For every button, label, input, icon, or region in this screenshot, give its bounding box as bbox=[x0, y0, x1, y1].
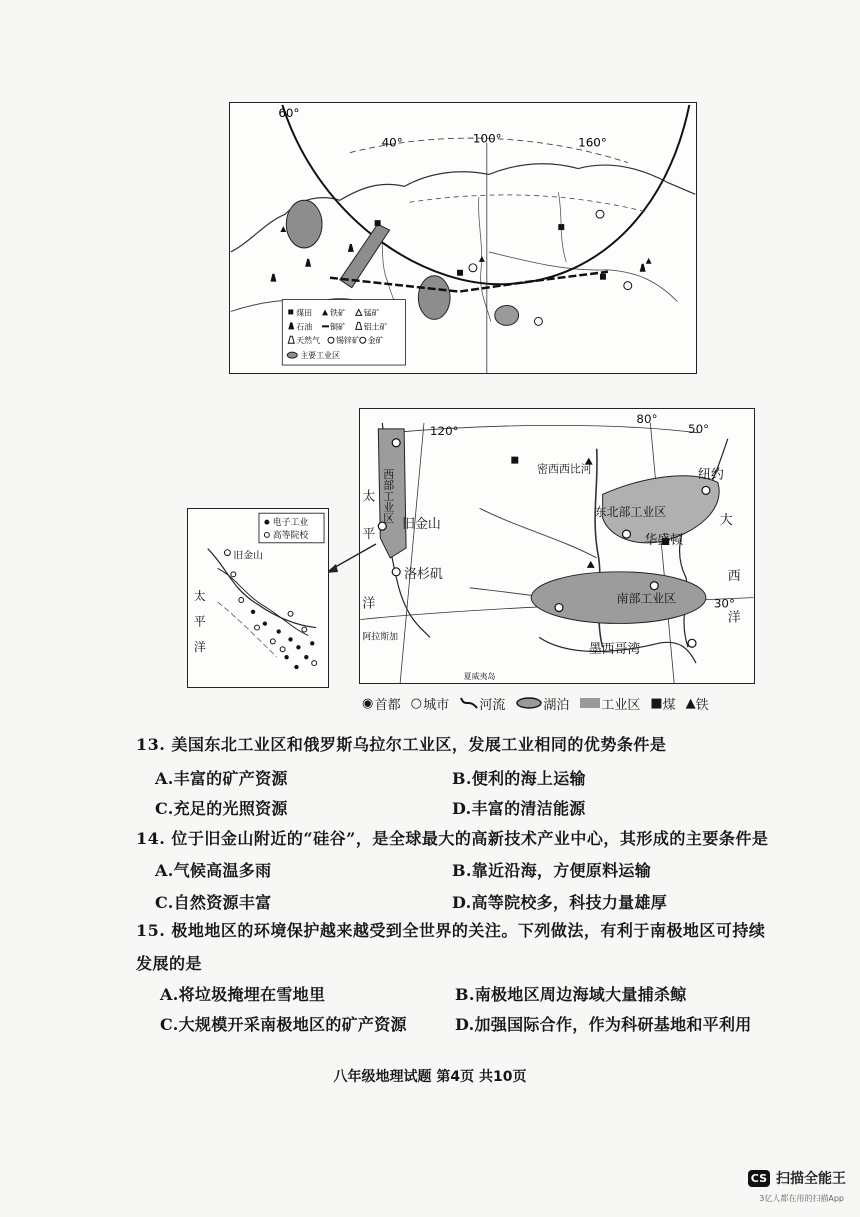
inset-arrow bbox=[320, 540, 380, 580]
iron-icon bbox=[280, 226, 286, 232]
city-label: 纽约 bbox=[697, 467, 724, 483]
silicon-valley-inset bbox=[187, 508, 329, 688]
siberia-industry-area bbox=[418, 276, 450, 320]
svg-text:煤田: 煤田 bbox=[296, 308, 313, 318]
svg-text:电子工业: 电子工业 bbox=[272, 518, 309, 529]
city-label: 旧金山 bbox=[402, 517, 441, 533]
svg-text:石油: 石油 bbox=[296, 322, 313, 332]
svg-text:天然气: 天然气 bbox=[296, 336, 321, 346]
ocean-label: 平 bbox=[193, 614, 206, 629]
russia-map-legend bbox=[282, 300, 405, 366]
iron-icon bbox=[587, 561, 595, 568]
question-15-option-c[interactable]: C.大规模开采南极地区的矿产资源 bbox=[160, 1015, 407, 1034]
city-icon bbox=[702, 486, 710, 494]
ural-industry-area bbox=[286, 200, 322, 248]
city-icon bbox=[650, 582, 658, 590]
inset-label: 夏威夷岛 bbox=[463, 672, 496, 682]
meridian-label: 80° bbox=[636, 411, 658, 426]
meridian-label: 120° bbox=[429, 423, 459, 438]
coal-icon bbox=[558, 224, 564, 230]
question-13-option-a[interactable]: A.丰富的矿产资源 bbox=[155, 769, 288, 788]
oil-icon bbox=[348, 244, 354, 252]
coal-icon bbox=[375, 220, 381, 226]
question-15-option-a[interactable]: A.将垃圾掩埋在雪地里 bbox=[160, 985, 326, 1004]
page-footer: 八年级地理试题 第4页 共10页 bbox=[333, 1069, 527, 1085]
region-label: 东北部工业区 bbox=[594, 505, 667, 520]
oil-icon bbox=[305, 259, 311, 267]
ocean-label: 大 bbox=[719, 513, 733, 529]
parallel-label: 30° bbox=[713, 596, 735, 611]
meridian-label: 40° bbox=[381, 135, 403, 150]
oil-icon bbox=[640, 264, 646, 272]
city-label: 洛杉矶 bbox=[404, 566, 443, 582]
svg-text:铝土矿: 铝土矿 bbox=[363, 322, 388, 332]
coal-icon bbox=[457, 270, 463, 276]
oil-icon bbox=[270, 274, 276, 282]
svg-text:主要工业区: 主要工业区 bbox=[300, 351, 340, 361]
city-icon bbox=[688, 639, 696, 647]
meridian-label: 160° bbox=[578, 135, 607, 150]
question-13-option-c[interactable]: C.充足的光照资源 bbox=[155, 799, 288, 818]
ocean-label: 洋 bbox=[193, 640, 206, 655]
question-15-option-b[interactable]: B.南极地区周边海域大量捕杀鲸 bbox=[455, 985, 687, 1004]
scanner-app-name: 扫描全能王 bbox=[776, 1171, 846, 1187]
gold-icon bbox=[624, 282, 632, 290]
svg-text:金矿: 金矿 bbox=[367, 336, 384, 346]
coal-icon bbox=[511, 457, 518, 464]
legend-city: ○ 城市 bbox=[410, 695, 450, 713]
question-14-option-d[interactable]: D.高等院校多，科技力量雄厚 bbox=[452, 893, 668, 912]
ocean-label: 洋 bbox=[727, 610, 741, 626]
scanner-tagline: 3亿人都在用的扫描App bbox=[759, 1194, 844, 1203]
river-label: 密西西比河 bbox=[537, 462, 592, 476]
inset-drawing bbox=[188, 509, 328, 687]
scanner-watermark bbox=[748, 1168, 846, 1188]
question-14-option-b[interactable]: B.靠近沿海，方便原料运输 bbox=[452, 861, 651, 880]
river-icon bbox=[459, 696, 479, 710]
city-icon bbox=[392, 439, 400, 447]
gold-icon bbox=[534, 317, 542, 325]
kuzbass-industry-band bbox=[340, 224, 390, 288]
russia-map bbox=[229, 102, 697, 374]
meridian-label: 60° bbox=[278, 105, 300, 120]
baikal-industry-area bbox=[495, 306, 519, 326]
russia-map-drawing bbox=[230, 103, 696, 373]
question-15-option-d[interactable]: D.加强国际合作，作为科研基地和平利用 bbox=[455, 1015, 752, 1034]
scanner-logo-icon: CS bbox=[748, 1170, 770, 1187]
meridian-label: 100° bbox=[472, 131, 502, 146]
question-14-option-c[interactable]: C.自然资源丰富 bbox=[155, 893, 272, 912]
gulf-label: 墨西哥湾 bbox=[588, 642, 641, 658]
lake-icon bbox=[515, 696, 543, 710]
question-14-stem: 14. 位于旧金山附近的“硅谷”，是全球最大的高新技术产业中心，其形成的主要条件是 bbox=[136, 829, 769, 848]
city-label: 华盛顿 bbox=[644, 533, 684, 549]
city-icon bbox=[392, 568, 400, 576]
legend-industry: 工业区 bbox=[579, 694, 640, 713]
usa-map-drawing bbox=[360, 409, 754, 683]
ocean-label: 太 bbox=[193, 588, 206, 603]
usa-map bbox=[359, 408, 755, 684]
legend-iron: ▲ 铁 bbox=[685, 695, 709, 713]
ocean-label: 平 bbox=[362, 527, 376, 543]
legend-river: 河流 bbox=[459, 694, 505, 713]
region-label: 南部工业区 bbox=[616, 591, 677, 606]
gold-icon bbox=[469, 264, 477, 272]
city-icon bbox=[555, 604, 563, 612]
region-label: 西部工业区 bbox=[381, 468, 395, 524]
city-icon bbox=[378, 522, 386, 530]
question-14-option-a[interactable]: A.气候高温多雨 bbox=[155, 861, 272, 880]
legend-capital: ◉ 首都 bbox=[362, 695, 401, 713]
iron-icon bbox=[646, 258, 652, 264]
question-13-stem: 13. 美国东北工业区和俄罗斯乌拉尔工业区，发展工业相同的优势条件是 bbox=[136, 735, 667, 754]
inset-legend bbox=[259, 513, 324, 543]
ocean-label: 洋 bbox=[362, 596, 376, 612]
map-legend bbox=[362, 692, 782, 714]
svg-text:锡锌矿: 锡锌矿 bbox=[335, 336, 360, 346]
ocean-label: 西 bbox=[727, 568, 741, 584]
coal-icon bbox=[600, 274, 606, 280]
legend-lake: 湖泊 bbox=[515, 694, 569, 713]
svg-text:锰矿: 锰矿 bbox=[363, 308, 380, 318]
svg-text:高等院校: 高等院校 bbox=[272, 530, 309, 541]
parallel-label: 50° bbox=[688, 421, 710, 436]
ocean-label: 太 bbox=[362, 489, 376, 505]
svg-text:铜矿: 铜矿 bbox=[329, 322, 346, 332]
city-icon bbox=[623, 530, 631, 538]
svg-text:铁矿: 铁矿 bbox=[329, 308, 346, 318]
city-label: 旧金山 bbox=[233, 550, 263, 562]
question-13-option-b[interactable]: B.便利的海上运输 bbox=[452, 769, 586, 788]
industry-area-icon bbox=[579, 696, 601, 710]
legend-coal: ■ 煤 bbox=[650, 695, 676, 713]
inset-label: 阿拉斯加 bbox=[362, 632, 399, 643]
question-13-option-d[interactable]: D.丰富的清洁能源 bbox=[452, 799, 586, 818]
gold-icon bbox=[596, 210, 604, 218]
iron-icon bbox=[479, 256, 485, 262]
question-15-stem: 15. 极地地区的环境保护越来越受到全世界的关注。下列做法，有利于南极地区可持续发展的是 bbox=[136, 921, 766, 973]
